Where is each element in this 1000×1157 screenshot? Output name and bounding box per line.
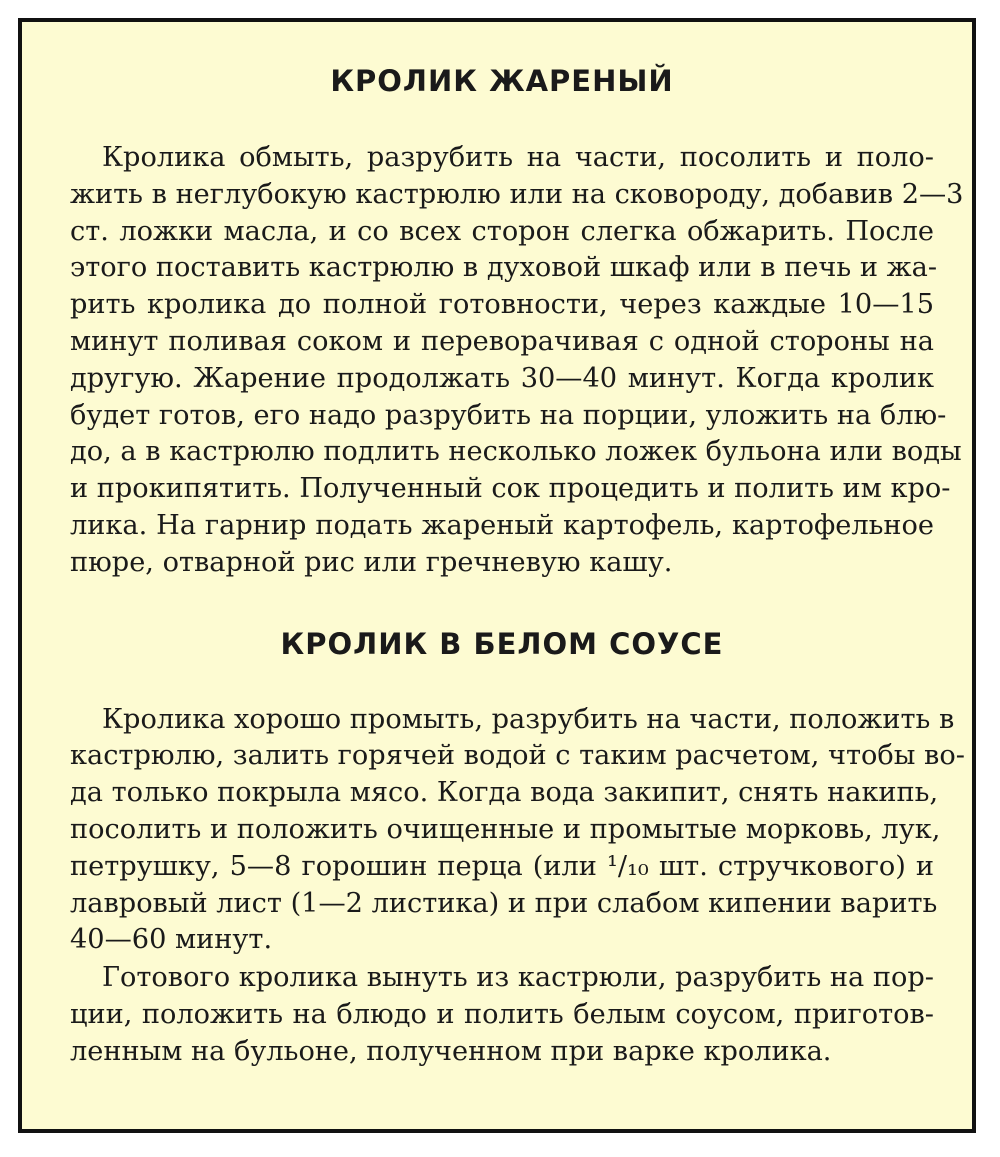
text-line: этого поставить кастрюлю в духовой шкаф или в печь и жа- xyxy=(70,252,938,284)
text-line: жить в неглубокую кастрюлю или на сковороду, добавив 2—3 xyxy=(70,178,964,210)
text-line: будет готов, его надо разрубить на порции, уложить на блю- xyxy=(70,399,947,431)
text-line: 40—60 минут. xyxy=(70,924,273,956)
text-line: лавровый лист (1—2 листика) и при слабом кипении варить xyxy=(70,887,938,919)
text-line: ст. ложки масла, и со всех сторон слегка обжарить. После xyxy=(70,215,934,247)
text-line: посолить и положить очищенные и промытые морковь, лук, xyxy=(70,813,941,845)
text-line: кастрюлю, залить горячей водой с таким расчетом, чтобы во- xyxy=(70,740,965,772)
recipe-paragraph xyxy=(70,702,965,960)
document-content xyxy=(70,22,965,1071)
text-line: минут поливая соком и переворачивая с одной стороны на xyxy=(70,325,934,357)
text-line: ции, положить на блюдо и полить белым соусом, приготов- xyxy=(70,998,934,1030)
recipe-paragraph xyxy=(70,960,934,1070)
recipe-title-rabbit-white-sauce: КРОЛИК В БЕЛОМ СОУСЕ xyxy=(280,626,724,661)
text-line: пюре, отварной рис или гречневую кашу. xyxy=(70,546,673,578)
text-line: Кролика обмыть, разрубить на части, посолить и поло- xyxy=(102,142,934,173)
page-frame xyxy=(18,18,976,1133)
recipe-paragraph xyxy=(70,140,964,582)
text-line: другую. Жарение продолжать 30—40 минут. Когда кролик xyxy=(70,362,934,394)
text-line: и прокипятить. Полученный сок процедить и полить им кро- xyxy=(70,473,951,505)
text-line: до, а в кастрюлю подлить несколько ложек бульона или воды xyxy=(70,436,962,468)
text-line: ленным на бульоне, полученном при варке кролика. xyxy=(70,1035,832,1067)
recipe-title-fried-rabbit: КРОЛИК ЖАРЕНЫЙ xyxy=(330,64,674,98)
text-line: лика. На гарнир подать жареный картофель, картофельное xyxy=(70,509,934,541)
text-line: да только покрыла мясо. Когда вода закипит, снять накипь, xyxy=(70,777,939,809)
text-line: Кролика хорошо промыть, разрубить на части, положить в xyxy=(102,703,955,735)
text-line: Готового кролика вынуть из кастрюли, разрубить на пор- xyxy=(102,962,934,994)
text-line: рить кролика до полной готовности, через каждые 10—15 xyxy=(70,289,934,321)
text-line: петрушку, 5—8 горошин перца (или ¹/₁₀ шт. стручкового) и xyxy=(70,850,934,882)
